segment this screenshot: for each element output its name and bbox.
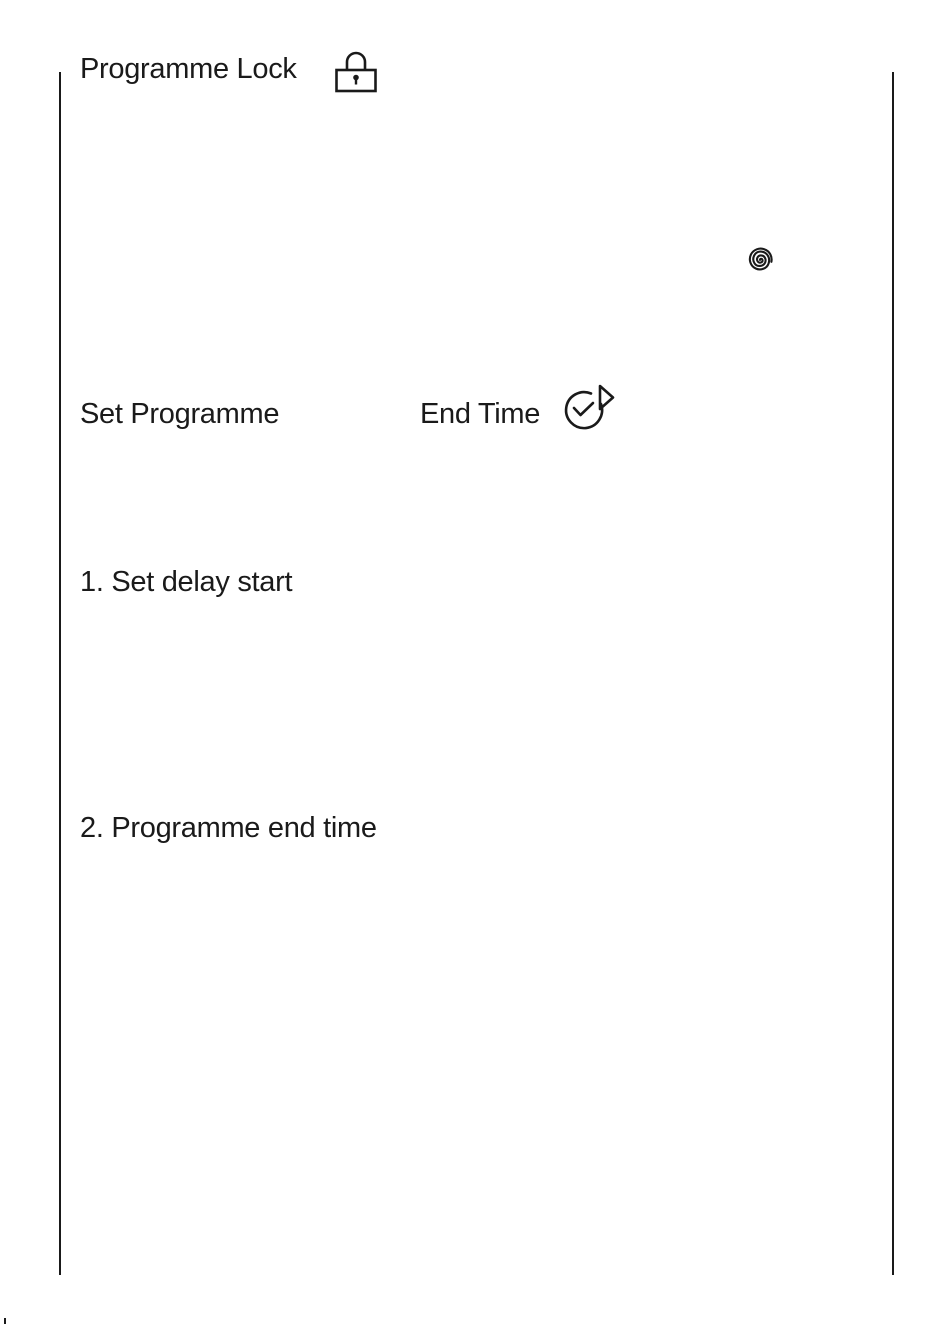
lock-icon: [334, 48, 378, 94]
set-programme-heading: Set Programme: [80, 398, 280, 430]
right-margin-rule: [892, 72, 894, 1275]
set-delay-start-heading: 1. Set delay start: [80, 566, 293, 598]
end-time-clock-icon: [561, 382, 617, 432]
programme-end-time-heading: 2. Programme end time: [80, 812, 377, 844]
left-margin-rule: [59, 72, 61, 1275]
spiral-icon: [745, 245, 775, 275]
end-time-heading: End Time: [420, 398, 541, 430]
programme-lock-heading: Programme Lock: [80, 53, 297, 85]
crop-mark: [4, 1318, 6, 1324]
